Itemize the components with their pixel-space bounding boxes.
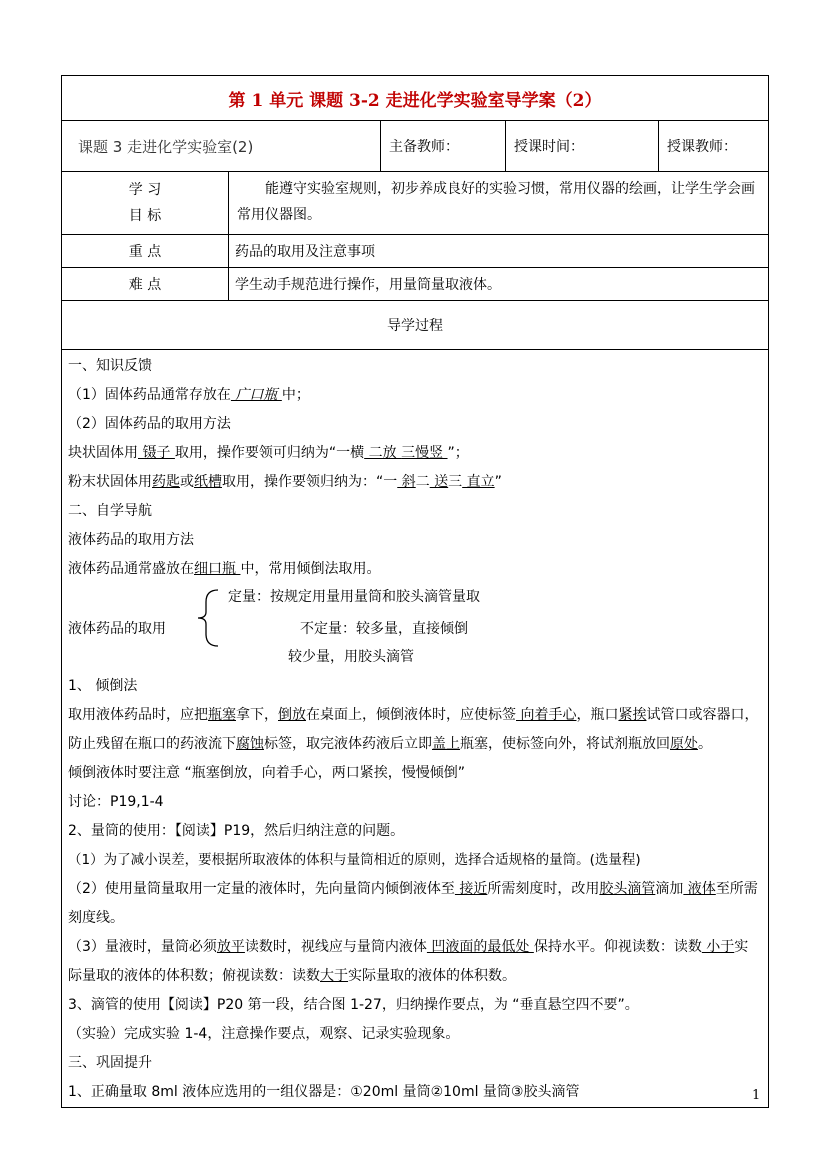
objectives-text [229, 172, 769, 235]
line-5: 液体药品的取用方法 [68, 532, 194, 548]
line-1: （1）固体药品通常存放在 广口瓶 中； [68, 387, 310, 403]
objectives-paragraph: 能遵守实验室规则，初步养成良好的实验习惯，常用仪器的绘画，让学生学会画常用仪器图。 [237, 181, 755, 223]
line-13: 1、正确量取 8ml 液体应选用的一组仪器是：①20ml 量筒②10ml 量筒③胶头滴管 [68, 1084, 580, 1100]
section-knowledge: 一、知识反馈 [68, 358, 152, 374]
line-9: 2、量筒的使用：【阅读】P19，然后归纳注意的问题。 [68, 823, 405, 839]
section-consolidate: 三、巩固提升 [68, 1055, 152, 1071]
line-10: （1）为了减小误差，要根据所取液体的体积与量筒相近的原则，选择合适规格的量筒。(选量程) [68, 852, 641, 868]
line-12: （实验）完成实验 1-4，注意操作要点，观察、记录实验现象。 [68, 1026, 460, 1042]
line-7: 倾倒液体时要注意 “瓶塞倒放，向着手心，两口紧挨，慢慢倾倒” [68, 765, 465, 781]
brace-diagram [68, 584, 762, 672]
keypoint-label: 重 点 [62, 235, 229, 268]
process-title: 导学过程 [62, 301, 769, 350]
brace-variable: 不定量：较多量，直接倾倒 [300, 621, 468, 637]
process-body [62, 350, 769, 1108]
teacher-cell: 授课教师： [659, 121, 769, 172]
curly-brace-icon [196, 588, 226, 648]
paragraph-cylinder-3: （3）量液时，量筒必须放平读数时，视线应与量筒内液体 凹液面的最低处 保持水平。仰视读数：读数 小于实际量取的液体的体积数；俯视读数：读数大于实际量取的液体的体积数。 [68, 939, 749, 984]
page-number: 1 [752, 1088, 761, 1103]
keypoint-text: 药品的取用及注意事项 [229, 235, 769, 268]
paragraph-cylinder-2: （2）使用量筒量取用一定量的液体时，先向量筒内倾倒液体至 接近所需刻度时，改用胶头滴管滴加 液体至所需刻度线。 [68, 881, 758, 926]
line-2: （2）固体药品的取用方法 [68, 416, 231, 432]
document-page [61, 75, 768, 1108]
main-teacher-cell: 主备教师： [381, 121, 506, 172]
line-11: 3、滴管的使用【阅读】P20 第一段，结合图 1-27，归纳操作要点，为 “垂直悬空四不要”。 [68, 997, 639, 1013]
brace-small: 较少量，用胶头滴管 [288, 649, 414, 665]
document-title: 第 1 单元 课题 3-2 走进化学实验室导学案（2） [62, 76, 769, 121]
difficulty-text: 学生动手规范进行操作，用量筒量取液体。 [229, 268, 769, 301]
paragraph-pour: 取用液体药品时，应把瓶塞拿下，倒放在桌面上，倾倒液体时，应使标签 向着手心，瓶口紧挨试管口或容器口，防止残留在瓶口的药液流下腐蚀标签，取完液体药液后立即盖上瓶塞，使标签向外，将试剂瓶放回原处。 [68, 707, 759, 752]
line-6: 液体药品通常盛放在细口瓶 中，常用倾倒法取用。 [68, 561, 381, 577]
course-cell: 课题 3 走进化学实验室(2) [62, 121, 381, 172]
difficulty-label: 难 点 [62, 268, 229, 301]
line-3: 块状固体用 镊子 取用，操作要领可归纳为“一横 二放 三慢竖 ”； [68, 445, 469, 461]
brace-fixed: 定量：按规定用量用量筒和胶头滴管量取 [228, 589, 480, 605]
class-time-cell: 授课时间： [506, 121, 659, 172]
section-self-study: 二、自学导航 [68, 503, 152, 519]
objectives-label-line2: 目 标 [128, 208, 162, 224]
line-8: 讨论：P19,1-4 [68, 794, 164, 810]
guide-table [61, 75, 769, 1108]
brace-left-label: 液体药品的取用 [68, 621, 166, 637]
objectives-label [62, 172, 229, 235]
objectives-label-line1: 学 习 [128, 182, 162, 198]
section-pour: 1、 倾倒法 [68, 678, 138, 694]
line-4: 粉末状固体用药匙或纸槽取用，操作要领归纳为：“一 斜二 送三 直立” [68, 474, 502, 490]
